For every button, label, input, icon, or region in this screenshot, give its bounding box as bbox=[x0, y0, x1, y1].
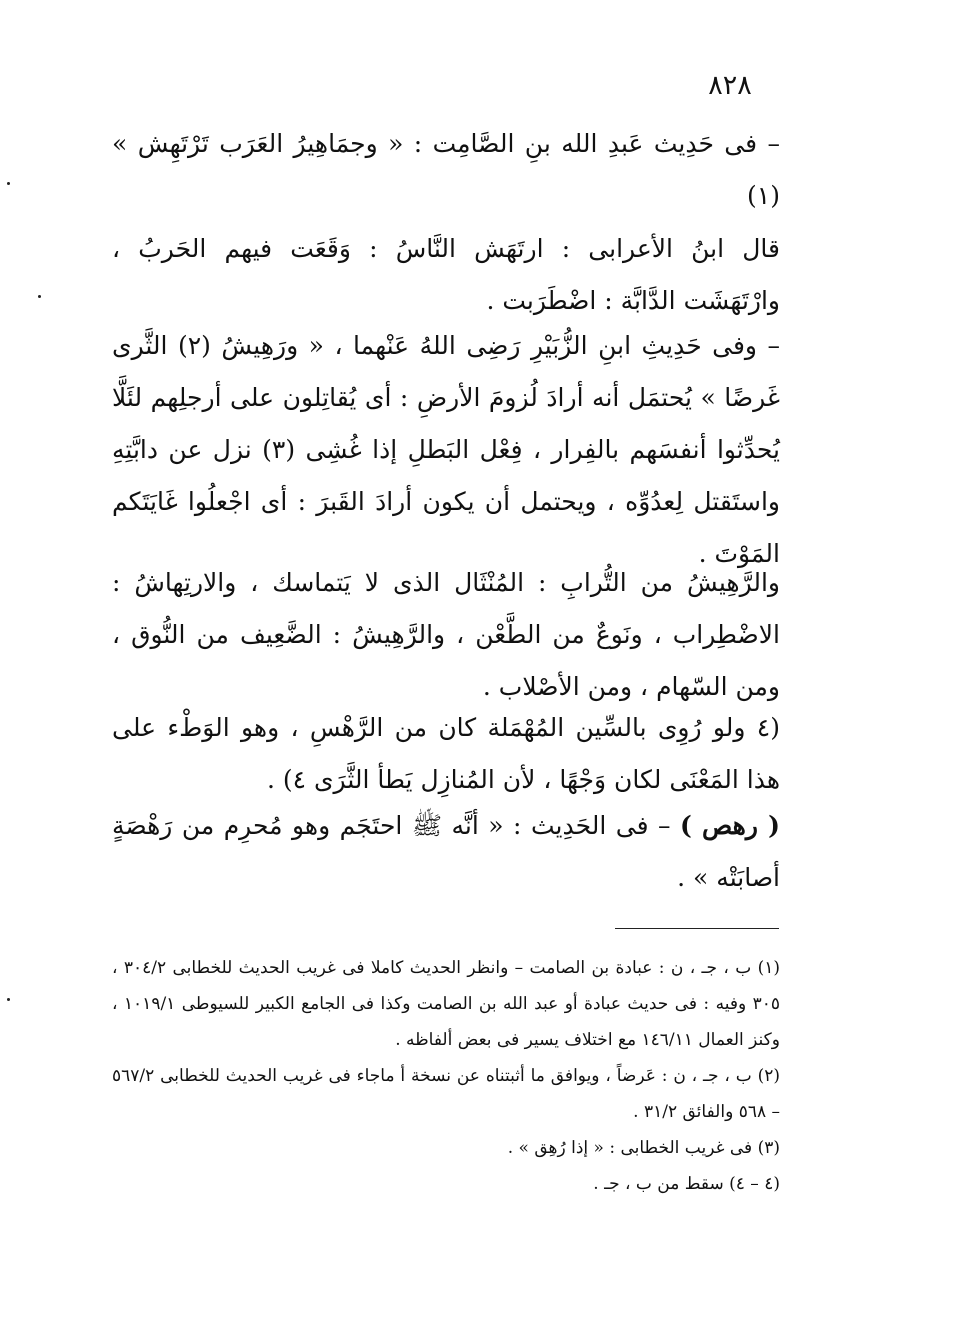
entry-text: – فى الحَدِيث : « أنَّه ﷺ احتَجَم وهو مُحرِم من رَهْصَةٍ أصابَتْه » . bbox=[112, 811, 780, 892]
scan-mark bbox=[38, 295, 41, 298]
footnote-4: (٤ – ٤) سقط من ب ، جـ . bbox=[593, 1174, 780, 1194]
paragraph-5: (٤ ولو رُوِى بالسِّين المُهْمَلة كان من الرَّهْسِ ، وهو الوَطْء على هذا المَعْنَى لكان وَجْهًا ، لأن المُنازِل يَطأ الثَّرَى ٤) . bbox=[112, 713, 780, 794]
paragraph-3: – وفى حَدِيثِ ابنِ الزُّبَيْرِ رَضِى اللهُ عَنْهما ، « ورَهِيشُ (٢) الثَّرى غَرضًا » يُحتمَل أنه أرادَ لُزومَ الأرضِ : أى يُقاتِلون على أرجلِهم لئَلَّا يُحدِّثوا أنفسَهم بالفِرار ، فِعْل البَطلِ إذا غُشِى (٣) نزل عن دابَّتِهِ واستَقتل لِعدُوِّه ، ويحتمل أن يكون أرادَ القَبرَ : أى اجْعلُوا غَايَتَكم المَوْتَ . bbox=[112, 331, 781, 568]
paragraph-1: – فى حَدِيث عَبدِ الله بنِ الصَّامِت : « وجمَاهِيرُ العَرَب تَرْتَهِش » (١) bbox=[112, 129, 780, 210]
footnote-1: (١) ب ، جـ ، ن : عبادة بن الصامت – وانظر الحديث كاملا فى غريب الحديث للخطابى ٣٠٤/٢ ، ٣٠٥ وفيه : فى حديث عبادة أو عبد الله بن الصامت وكذا فى الجامع الكبير للسيوطى ١٠١٩/١ ، وكنز العمال ١٤٦/١١ مع اختلاف يسير فى بعض ألفاظه . bbox=[112, 958, 780, 1050]
paragraph-6 bbox=[112, 800, 780, 904]
page-number: ٨٢٨ bbox=[708, 70, 752, 101]
scan-mark bbox=[7, 998, 10, 1001]
footnote-3: (٣) فى غريب الخطابى : « إذا رُهِق » . bbox=[507, 1138, 780, 1158]
scan-mark bbox=[7, 182, 10, 185]
paragraph-2: قال ابنُ الأعرابى : ارتَهَش النَّاسُ : وَقَعَت فيهم الحَربُ ، وارْتَهَشَت الدَّابَّة : اضْطَرَبت . bbox=[112, 234, 780, 315]
entry-headword: ( رهص ) bbox=[679, 811, 780, 840]
footnote-2: (٢) ب ، جـ ، ن : عَرضاً ، ويوافق ما أثبتناه عن نسخة أ ماجاء فى غريب الحديث للخطابى ٥٦٧/٢ – ٥٦٨ والفائق ٣١/٢ . bbox=[112, 1066, 780, 1122]
footnote-divider bbox=[615, 928, 779, 929]
paragraph-4: والرَّهِيشُ من التُّرابِ : المُنْثَال الذى لا يَتماسك ، والارتِهاشُ : الاضْطِراب ، ونَوعٌ من الطَّعْن ، والرَّهِيشُ : الضَّعِيف من النُّوق ، ومن السّهام ، ومن الأصْلاب . bbox=[112, 568, 780, 701]
